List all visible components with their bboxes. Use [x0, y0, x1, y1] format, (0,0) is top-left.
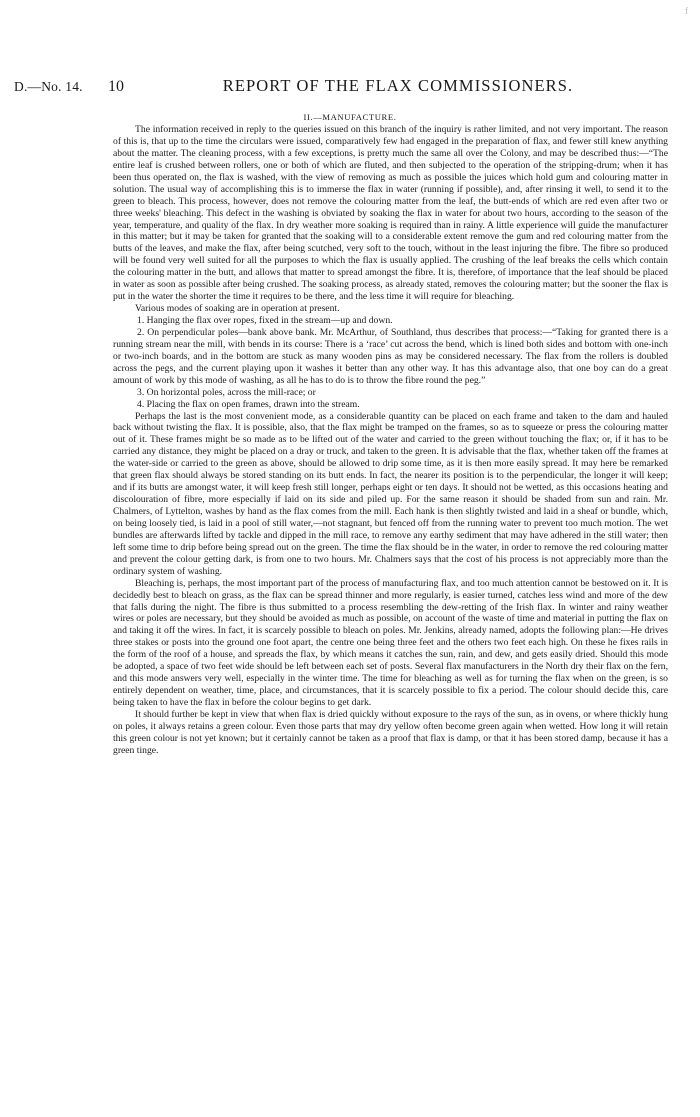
corner-mark: f [685, 6, 688, 16]
document-reference: D.—No. 14. [14, 79, 83, 94]
paragraph-green-colour: It should further be kept in view that when flax is dried quickly without exposure to the rays of the sun, as in ovens, or where thickly hung on poles, it always retains a green colour. Even those parts that may dry yellow often become green again when wetted. How long it will retain this green colour is not yet known; but it certainly cannot be taken as a proof that flax is damp, or that it has been stored damp, because it has a green tinge. [113, 708, 668, 756]
running-title: REPORT OF THE FLAX COMMISSIONERS. [222, 76, 574, 95]
paragraph-bleaching: Bleaching is, perhaps, the most important part of the process of manufacturing flax, and too much attention cannot be bestowed on it. It is decidedly best to bleach on grass, as the flax can be spread thinner and more regularly, is easier turned, catches less wind and more of the dew that falls during the night. The fibre is thus submitted to a process resembling the dew-retting of the Irish flax. In winter and rainy weather wires or poles are necessary, but they should be avoided as much as possible, on account of the waste of time and material in putting the flax on and taking it off the wires. In fact, it is scarcely possible to bleach on poles. Mr. Jenkins, already named, adopts the following plan:—He drives three stakes or posts into the ground one foot apart, the centre one being three feet and the others two feet each high. On these he fixes rails in the form of the roof of a house, and spreads the flax, by which means it catches the sun, rain, and dew, and gets easily dried. Should this mode be adopted, a space of two feet wide should be left between each set of posts. Several flax manufacturers in the North dry their flax on the fern, and this mode answers very well, especially in the winter time. The time for bleaching as well as for turning the flax when on the green, is so entirely dependent on weather, time, place, and circumstances, that it is scarcely possible to fix a period. The colour should decide this, care being taken to have the flax in before the colour begins to get dark. [113, 577, 668, 708]
section-heading: II.—MANUFACTURE. [303, 112, 397, 122]
list-item-mode-2: 2. On perpendicular poles—bank above bank. Mr. McArthur, of Southland, thus describes that process:—“Taking for granted there is a running stream near the mill, with bends in its course: There is a ‘race’ cut across the bend, which is lined both sides and bottom with one-inch or two-inch boards, and in the bottom are stuck as many wooden pins as may be considered necessary. The flax from the rollers is doubled across the pegs, and the current playing upon it washes it better than any other way. It has this advantage also, that one boy can do a great amount of work by this mode of washing, as all he has to do is to throw the fibre round the peg.” [113, 326, 668, 386]
paragraph-soaking-modes: Various modes of soaking are in operation at present. [135, 303, 340, 315]
list-item-mode-4: 4. Placing the flax on open frames, drawn into the stream. [137, 398, 360, 410]
body-text [113, 124, 668, 757]
list-item-mode-1: 1. Hanging the flax over ropes, fixed in the stream—up and down. [137, 315, 393, 326]
list-item-mode-3: 3. On horizontal poles, across the mill-race; or [137, 386, 316, 398]
paragraph-frames: Perhaps the last is the most convenient mode, as a considerable quantity can be placed on each frame and taken to the dam and hauled back without twisting the flax. It is possible, also, that the flax might be tramped on the frames, so as to squeeze or press the colouring matter out of it. These frames might be so made as to be lifted out of the water and carried to the green without touching the flax; or, if it has to be carried any distance, they might be placed on a dray or truck, and taken to the green. It is advisable that the flax, whether taken off the frames at the water-side or carried to the green as above, should be allowed to drip some time, as it is then more easily spread. It may here be remarked that green flax should always be stored standing on its butt ends. In fact, the nearer its position is to the perpendicular, the longer it will keep; and if its butts are amongst water, it will keep fresh still longer, perhaps eight or ten days. It should not be wetted, as this occasions heating and discolouration of fibre, more especially if laid on its side and piled up. For the same reason it should be shaded from sun and rain. Mr. Chalmers, of Lyttelton, washes by hand as the flax comes from the mill. Each hank is then slightly twisted and laid in a sheaf or bundle, which, on being loosely tied, is laid in a pool of still water,—not stagnant, but fenced off from the running water to prevent too much motion. The wet bundles are afterwards lifted by tackle and dipped in the mill race, to remove any earthy sediment that may have adhered in the still water; then left some time to drip before being spread out on the green. The time the flax should be in the water, in order to remove the red colouring matter and prevent the colour getting dark, is from one to two hours. Mr. Chalmers says that the cost of his process is not appreciably more than the ordinary system of washing. [113, 410, 668, 577]
page-number: 10 [108, 78, 124, 95]
page-header [14, 76, 678, 98]
paragraph-intro: The information received in reply to the queries issued on this branch of the inquiry is rather limited, and not very important. The reason of this is, that up to the time the circulars were issued, comparatively few had engaged in the preparation of flax, and fewer still knew anything about the matter. The cleaning process, with a few exceptions, is pretty much the same all over the Colony, and may be described thus:—“The entire leaf is crushed between rollers, one or both of which are fluted, and then subjected to the operation of the stripping-drum; when it has been thus operated on, the flax is washed, with the view of removing as much as possible the juices which hold gum and colouring matter in solution. The usual way of accomplishing this is to immerse the flax in water (running if possible), and, after rinsing it well, to send it to the green to bleach. This process, however, does not remove the colouring matter from the leaf, the butt-ends of which are red even after two or three weeks' bleaching. This defect in the washing is obviated by soaking the flax in water for about two hours, according to the season of the year, temperature, and quality of the flax. In dry weather more soaking is required than in rainy. A little experience will guide the manufacturer in this matter; but it may be taken for granted that the soaking will to a considerable extent remove the gum and red colouring matter from the butts of the leaves, and make the flax, after being scutched, very soft to the touch, without in the least injuring the fibre. The fibre so produced will be found very well suited for all the purposes to which the flax is usually applied. The crushing of the leaf breaks the cells which contain the colouring matter in the butt, and allows that matter to spread amongst the fibre. It is, therefore, of importance that the leaf should be placed in water as soon as possible after being crushed. The soaking process, as already stated, removes the colouring matter; but the sooner the flax is put in the water the shorter the time it requires to be there, and the less time it will require for bleaching. [113, 124, 668, 303]
